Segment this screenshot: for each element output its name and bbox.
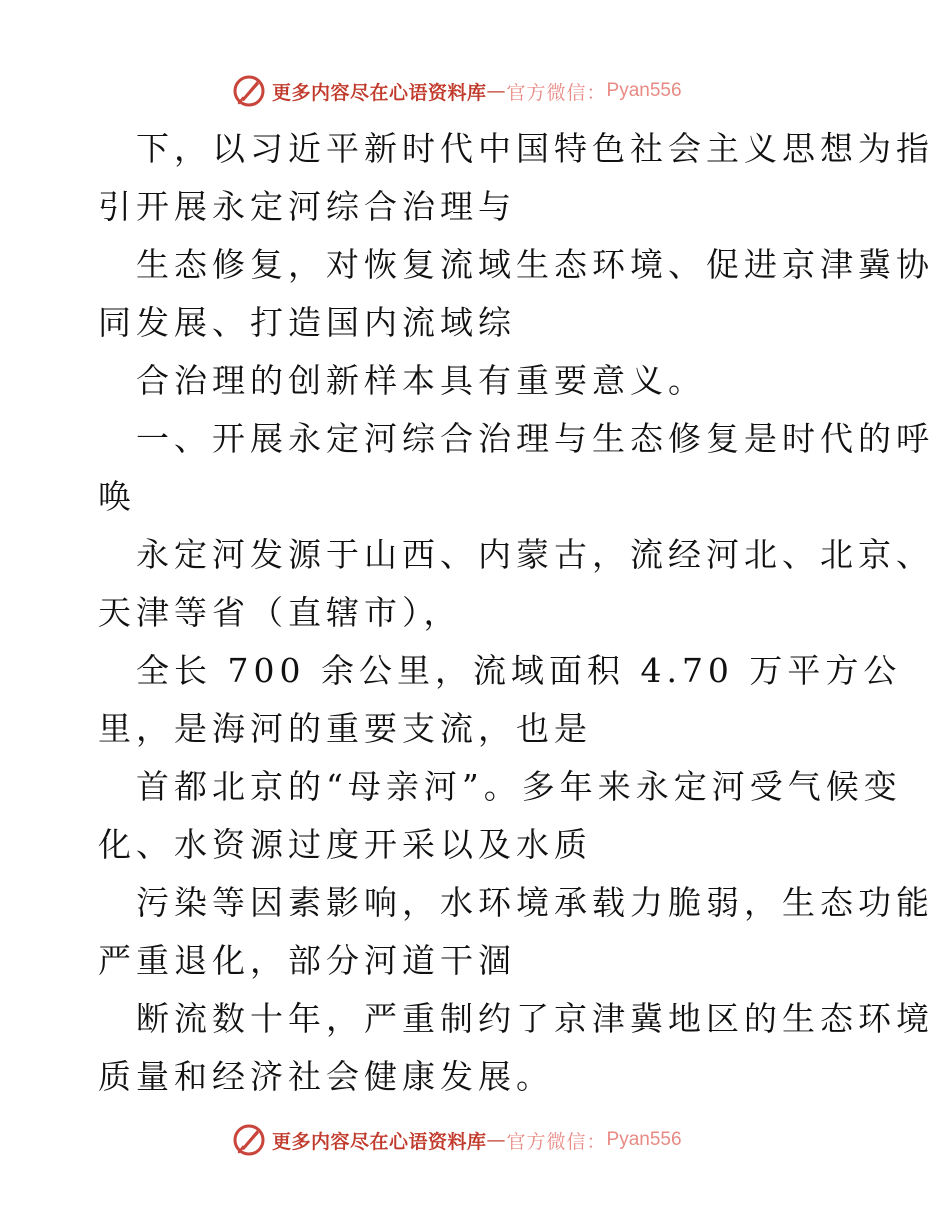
- banner-dash: —: [486, 80, 507, 102]
- paragraph-line: 化、水资源过度开采以及水质: [98, 825, 592, 864]
- quill-logo-icon: [232, 74, 266, 108]
- paragraph-line: 里，是海河的重要支流，也是: [98, 709, 592, 748]
- paragraph: [98, 410, 934, 526]
- footer-watermark-banner: [232, 1122, 682, 1158]
- banner-slogan: 更多内容尽在心语资料库: [272, 81, 487, 104]
- banner-wechat-label: 官方微信：: [506, 81, 607, 104]
- paragraph: [98, 526, 934, 642]
- paragraph-line: 一、开展永定河综合治理与生态修复是时代的呼: [136, 419, 934, 458]
- banner-slogan: 更多内容尽在心语资料库: [272, 1130, 487, 1153]
- document-body: [98, 120, 934, 1106]
- paragraph: [98, 642, 902, 758]
- paragraph-line: 生态修复，对恢复流域生态环境、促进京津冀协: [136, 245, 934, 284]
- paragraph-line: 质量和经济社会健康发展。: [98, 1057, 554, 1096]
- banner-dash: —: [486, 1129, 507, 1151]
- paragraph-line: 首都北京的“母亲河”。多年来永定河受气候变: [136, 767, 902, 806]
- paragraph-line: 合治理的创新样本具有重要意义。: [136, 361, 706, 400]
- paragraph-line: 引开展永定河综合治理与: [98, 187, 516, 226]
- paragraph: [98, 990, 934, 1106]
- banner-wechat-id: Pyan556: [606, 1129, 682, 1150]
- paragraph-line: 天津等省（直辖市），: [98, 593, 462, 632]
- paragraph: [98, 758, 902, 874]
- paragraph-line: 同发展、打造国内流域综: [98, 303, 516, 342]
- banner-wechat-id: Pyan556: [606, 80, 682, 101]
- paragraph: [98, 352, 858, 410]
- paragraph: [98, 874, 934, 990]
- paragraph: [98, 236, 934, 352]
- paragraph-line: 下，以习近平新时代中国特色社会主义思想为指: [136, 129, 934, 168]
- quill-logo-icon: [232, 1123, 266, 1157]
- banner-wechat-label: 官方微信：: [506, 1130, 607, 1153]
- paragraph-line: 全长 700 余公里，流域面积 4.70 万平方公: [136, 651, 902, 690]
- paragraph-line: 污染等因素影响，水环境承载力脆弱，生态功能: [136, 883, 934, 922]
- paragraph-line: 永定河发源于山西、内蒙古，流经河北、北京、: [136, 535, 934, 574]
- header-watermark-banner: [232, 73, 682, 109]
- paragraph-line: 严重退化，部分河道干涸: [98, 941, 516, 980]
- paragraph-line: 唤: [98, 477, 136, 516]
- paragraph: [98, 120, 934, 236]
- paragraph-line: 断流数十年，严重制约了京津冀地区的生态环境: [136, 999, 934, 1038]
